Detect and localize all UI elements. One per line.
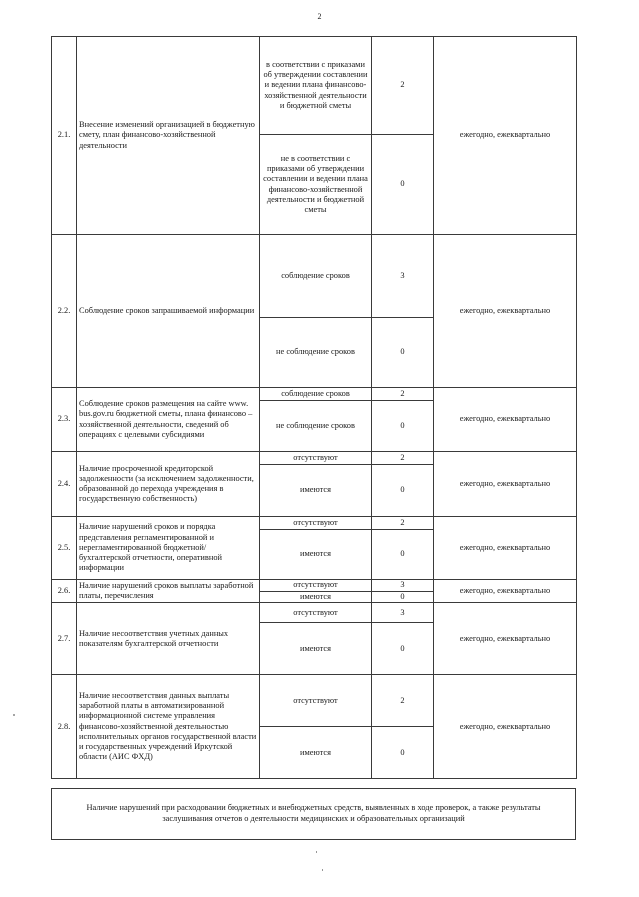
condition-text: не соблюдение сроков	[260, 318, 372, 388]
period-text: ежегодно, ежеквартально	[434, 675, 577, 779]
score-value: 2	[372, 37, 434, 135]
scan-speck	[316, 851, 317, 853]
criterion-name: Наличие несоответствия учетных данных показателям бухгалтерской отчетности	[77, 603, 260, 675]
score-value: 0	[372, 318, 434, 388]
period-text: ежегодно, ежеквартально	[434, 452, 577, 517]
condition-text: имеются	[260, 592, 372, 603]
row-number: 2.3.	[52, 388, 77, 452]
table-row	[52, 37, 577, 135]
table-row	[52, 517, 577, 530]
score-value: 2	[372, 517, 434, 530]
footer-criterion-text: Наличие нарушений при расходовании бюджетных и внебюджетных средств, выявленных в ходе проверок, а также результаты заслушивания отчетов о деятельности медицинских и образовательных организаций	[86, 803, 541, 823]
table-row	[52, 452, 577, 465]
period-text: ежегодно, ежеквартально	[434, 580, 577, 603]
condition-text: имеются	[260, 727, 372, 779]
condition-text: соблюдение сроков	[260, 388, 372, 401]
score-value: 0	[372, 401, 434, 452]
row-number: 2.1.	[52, 37, 77, 235]
criterion-name: Наличие нарушений сроков и порядка представления регламентированной и нерегламентированной бюджетной/бухгалтерской отчетности, оперативной информации	[77, 517, 260, 580]
condition-text: не соблюдение сроков	[260, 401, 372, 452]
condition-text: имеются	[260, 623, 372, 675]
condition-text: отсутствуют	[260, 452, 372, 465]
criterion-name: Соблюдение сроков запрашиваемой информации	[77, 235, 260, 388]
row-number: 2.7.	[52, 603, 77, 675]
score-value: 2	[372, 675, 434, 727]
condition-text: имеются	[260, 465, 372, 517]
criterion-name: Наличие нарушений сроков выплаты заработной платы, перечисления	[77, 580, 260, 603]
score-value: 3	[372, 235, 434, 318]
scan-speck	[13, 714, 15, 716]
condition-text: отсутствуют	[260, 517, 372, 530]
row-number: 2.5.	[52, 517, 77, 580]
score-value: 0	[372, 135, 434, 235]
criterion-name: Соблюдение сроков размещения на сайте www. bus.gov.ru бюджетной сметы, плана финансово – хозяйственной деятельности, сведений об операциях с целевыми субсидиями	[77, 388, 260, 452]
criterion-name: Внесение изменений организацией в бюджетную смету, план финансово-хозяйственной деятельности	[77, 37, 260, 235]
condition-text: отсутствуют	[260, 675, 372, 727]
condition-text: отсутствуют	[260, 580, 372, 592]
table-row	[52, 580, 577, 592]
score-value: 3	[372, 580, 434, 592]
period-text: ежегодно, ежеквартально	[434, 235, 577, 388]
page-number: 2	[317, 12, 322, 21]
score-value: 0	[372, 530, 434, 580]
row-number: 2.4.	[52, 452, 77, 517]
criterion-name: Наличие несоответствия данных выплаты заработной платы в автоматизированной информационной системе управления финансово-хозяйственной деятельностью исполнительных органов государственной власти и государственных учреждений Иркутской области (АИС ФХД)	[77, 675, 260, 779]
table-row	[52, 388, 577, 401]
condition-text: соблюдение сроков	[260, 235, 372, 318]
score-value: 2	[372, 388, 434, 401]
table-row	[52, 603, 577, 623]
score-value: 0	[372, 623, 434, 675]
row-number: 2.6.	[52, 580, 77, 603]
score-value: 3	[372, 603, 434, 623]
scan-speck	[322, 869, 323, 871]
footer-criterion-box	[51, 788, 576, 840]
condition-text: отсутствуют	[260, 603, 372, 623]
row-number: 2.2.	[52, 235, 77, 388]
table-row	[52, 675, 577, 727]
score-value: 0	[372, 465, 434, 517]
score-value: 2	[372, 452, 434, 465]
condition-text: в соответствии с приказами об утверждении составлении и ведении плана финансово-хозяйственной деятельности и бюджетной сметы	[260, 37, 372, 135]
score-value: 0	[372, 727, 434, 779]
score-value: 0	[372, 592, 434, 603]
table-row	[52, 235, 577, 318]
condition-text: не в соответствии с приказами об утверждении составлении и ведении плана финансово-хозяйственной деятельности и бюджетной сметы	[260, 135, 372, 235]
condition-text: имеются	[260, 530, 372, 580]
criteria-table	[51, 36, 577, 779]
period-text: ежегодно, ежеквартально	[434, 37, 577, 235]
period-text: ежегодно, ежеквартально	[434, 388, 577, 452]
period-text: ежегодно, ежеквартально	[434, 603, 577, 675]
criterion-name: Наличие просроченной кредиторской задолженности (за исключением задолженности, образованной до перехода учреждения в государственную собственность)	[77, 452, 260, 517]
period-text: ежегодно, ежеквартально	[434, 517, 577, 580]
row-number: 2.8.	[52, 675, 77, 779]
